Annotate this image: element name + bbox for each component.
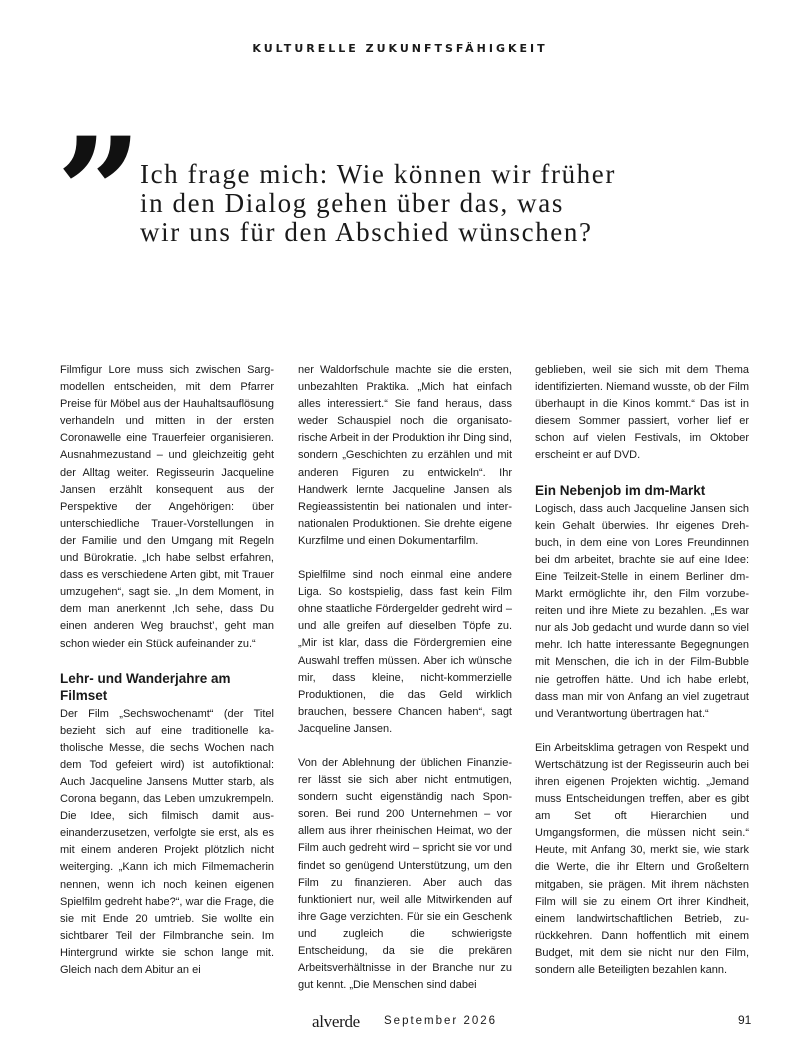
pull-quote-line: Ich frage mich: Wie können wir früher bbox=[140, 159, 616, 189]
paragraph: Spielfilme sind noch einmal eine andere Liga. So kostspielig, dass fast kein Film ohne staatliche Fördergelder gedreht wird – und alle greifen auf dieselben Töpfe zu. „Mir ist klar, dass die Fördergremien eine Auswahl treffen müssen. Aber ich wünsche mir, dass kleine, nicht-kommerzielle Produktionen, die das Geld wirklich brauchen, bessere Chancen haben“, sagt Jacqueline Jansen. bbox=[298, 569, 512, 735]
article-column-1 bbox=[60, 362, 274, 979]
magazine-logo: alverde bbox=[312, 1012, 360, 1031]
issue-date: September 2026 bbox=[384, 1015, 498, 1027]
paragraph: Der Film „Sechswochenamt“ (der Titel bezieht sich auf eine traditionelle katholische Messe, die sechs Wochen nach dem Tod gefeiert wird) ist autofiktional: Auch Jacqueline Jansens Mutter starb, als Corona begann, das Leben umzukrempeln. Die Idee, sich filmisch damit auseinanderzusetzen, verfolgte sie erst, als es mit einem anderen Projekt plötzlich nicht weiterging. „Kann ich mich Filmemacherin nennen, wenn ich noch keinen eigenen Spielfilm gedreht habe?“, war die Frage, die sie mit Ende 20 umtrieb. Sie wollte ein sichtbarer Teil der Filmbranche sein. Im Hintergrund wirkte sie schon lange mit. Gleich nach dem Abitur an ei bbox=[60, 707, 274, 976]
article-column-2 bbox=[298, 362, 512, 994]
paragraph: ner Waldorfschule machte sie die ersten, unbezahlten Praktika. „Mich hat einfach alles interessiert.“ Sie fand heraus, dass weder Schauspiel noch die organisatorische Arbeit in der Produktion ihr Ding sind, sondern „Geschichten zu erzählen und mit anderen Figuren zu entwickeln“. Ihr Handwerk lernte Jacqueline Jansen als Regieassistentin bei nationalen und internationalen Produktionen. Sie drehte eigene Kurzfilme und einen Dokumentarfilm. bbox=[298, 364, 512, 547]
paragraph: Ein Arbeitsklima getragen von Respekt und Wertschätzung ist der Regisseurin auch bei ihren eigenen Projekten wichtig. „Jemand muss Entscheidungen treffen, aber es gibt am Set oft Hierarchien und Umgangsformen, die müssen nicht sein.“ Heute, mit Anfang 30, merkt sie, wie stark die Werte, die ihr Eltern und Großeltern mitgaben, sie prägen. Mit ihrem nächsten Film will sie zu einem Ort ihrer Kindheit, einem landwirtschaftlichen Betrieb, zurückkehren. Dann hoffentlich mit einem Budget, mit dem sie nicht nur den Film, sondern alle Beteiligten bezahlen kann. bbox=[535, 741, 749, 976]
quotation-mark-icon: ” bbox=[56, 105, 143, 281]
section-header: KULTURELLE ZUKUNFTSFÄHIGKEIT bbox=[252, 42, 548, 55]
paragraph: Von der Ablehnung der üblichen Finanzierer lässt sie sich aber nicht entmutigen, sondern sucht eigenständig nach Sponsoren. Bei rund 200 Unternehmen – vor allem aus ihrer rheinischen Heimat, wo der Film auch gedreht wird – spricht sie vor und findet so genügend Unterstützung, um den Film zu finanzieren. Aber auch das funktioniert nur, weil alle Mitwirkenden auf ihre Gage verzichten. Für sie ein Geschenk und zugleich die schwierigste Entscheidung, da sie die prekären Arbeitsverhältnisse in der Branche nur zu gut kennt. „Die Menschen sind dabei bbox=[298, 756, 512, 992]
article-column-3 bbox=[535, 362, 749, 979]
pull-quote-line: wir uns für den Abschied wünschen? bbox=[140, 217, 593, 247]
pull-quote bbox=[140, 160, 760, 247]
paragraph: Filmfigur Lore muss sich zwischen Sargmodellen entscheiden, mit dem Pfarrer Preise für Möbel aus der Hauhaltsauflösung verhandeln und mitten in der ersten Coronawelle eine Trauerfeier organisieren. Ausnahmezustand – und gleichzeitig geht der Alltag weiter. Regisseurin Jacqueline Jansen erzählt konsequent aus der Perspektive der Angehörigen: über unterschiedliche Trauer-Vorstellungen in der Familie und den Umgang mit Regeln und Bürokratie. „Ich habe selbst erfahren, dass es verschiedene Arten gibt, mit Trauer umzugehen“, sagt sie. „In dem Moment, in dem man anerkennt ‚Ich sehe, dass Du einen anderen Weg brauchst’, geht man schon wieder ein Stück aufeinander zu.“ bbox=[60, 364, 275, 650]
page-number: 91 bbox=[738, 1013, 752, 1027]
paragraph: Logisch, dass auch Jacqueline Jansen sich kein Gehalt überwies. Ihr eigenes Drehbuch, in dem eine von Lores Freundinnen bei dm arbeitet, brachte sie auf eine Idee: Eine Teilzeit-Stelle in einem Berliner dm-Markt ermöglichte ihr, den Film vorzubereiten und ihre Miete zu bezahlen. „Es war nur als Job gedacht und wurde dann so viel mehr. Ich hatte interessante Begegnungen mit Menschen, die ich in der Film-Bubble nie getroffen hätte. Und ich habe erlebt, dass man mir von Anfang an viel zugetraut und Verantwortung übertragen hat.“ bbox=[535, 502, 749, 720]
subheading: Lehr- und Wanderjahre am Filmset bbox=[60, 670, 231, 703]
paragraph: geblieben, weil sie sich mit dem Thema identifizierten. Niemand wusste, ob der Film überhaupt in die Kinos kommt.“ Das ist in diesem Sommer passiert, vorher lief er schon auf vielen Festivals, im Oktober erscheint er auf DVD. bbox=[535, 364, 749, 462]
subheading: Ein Nebenjob im dm-Markt bbox=[535, 482, 706, 498]
pull-quote-line: in den Dialog gehen über das, was bbox=[140, 188, 564, 218]
